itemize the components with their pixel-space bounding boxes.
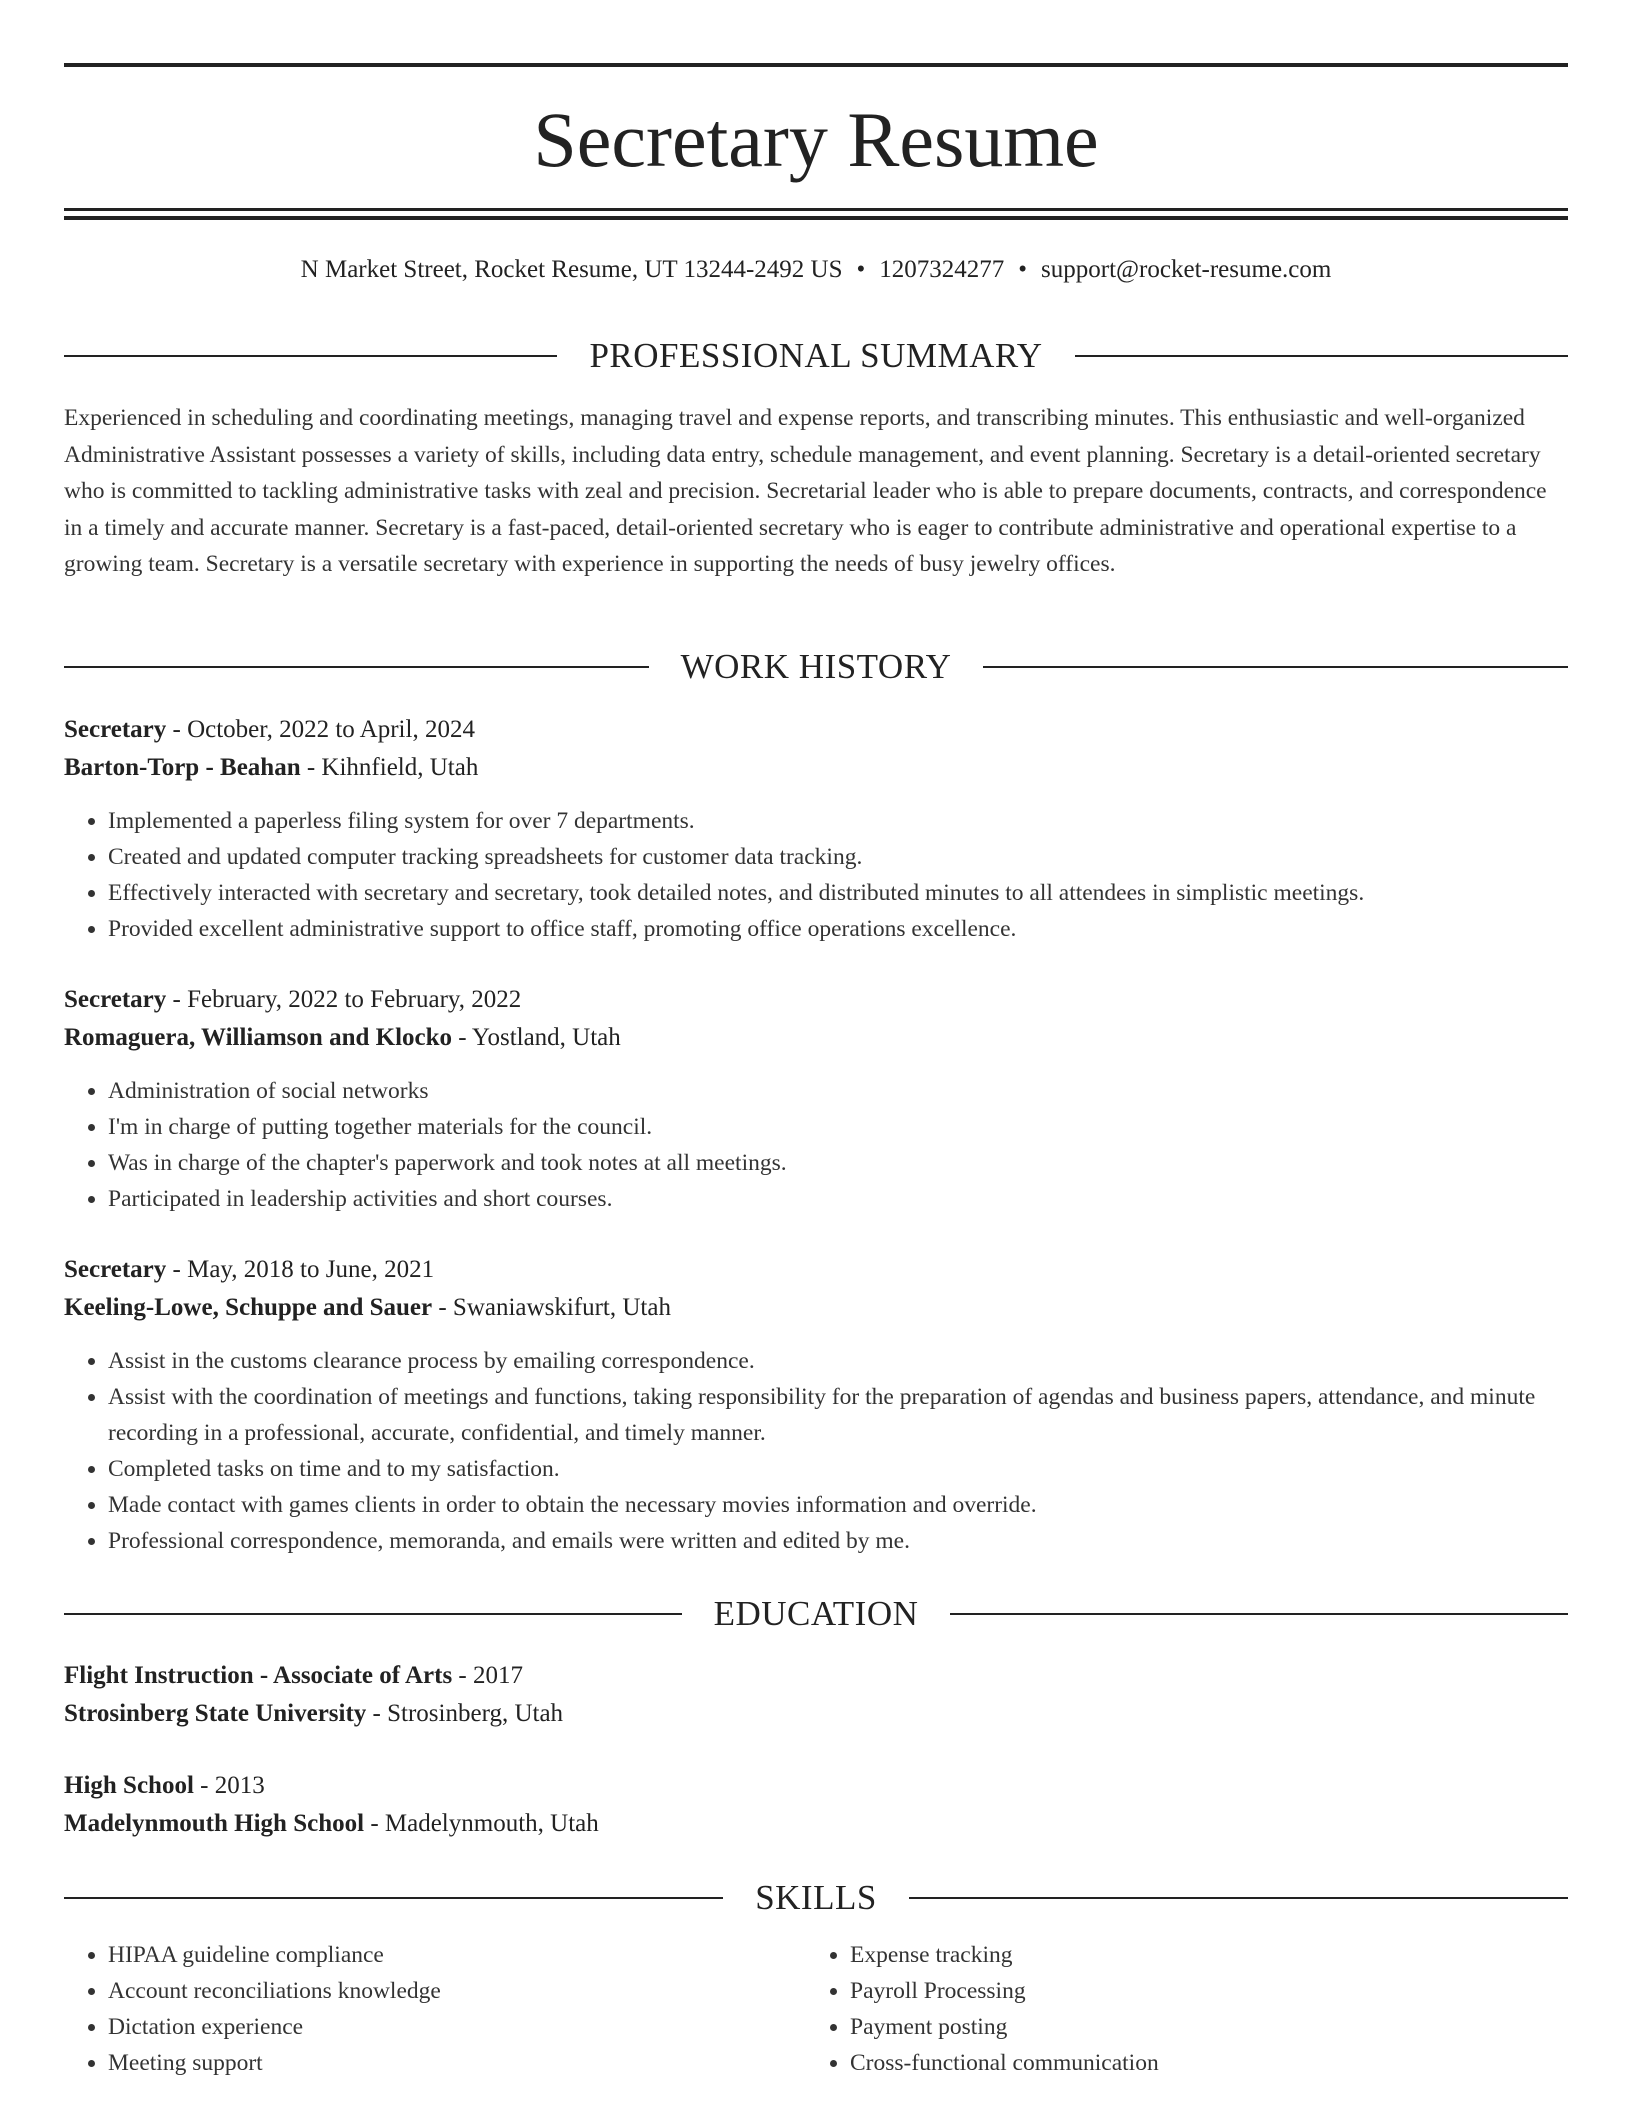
contact-line bbox=[64, 254, 1568, 286]
education-entry bbox=[64, 1657, 1568, 1733]
education-school: Madelynmouth High School bbox=[64, 1810, 365, 1837]
skills-list bbox=[64, 1937, 764, 2081]
job-company: Keeling-Lowe, Schuppe and Sauer bbox=[64, 1294, 433, 1321]
job-role: Secretary bbox=[64, 716, 167, 743]
education-year: - 2017 bbox=[452, 1662, 523, 1689]
section-rule bbox=[909, 1897, 1568, 1899]
section-rule bbox=[64, 355, 557, 357]
job-bullets bbox=[64, 803, 1568, 947]
job-role: Secretary bbox=[64, 1256, 167, 1283]
job-location: - Yostland, Utah bbox=[452, 1024, 621, 1051]
education-school: Strosinberg State University bbox=[64, 1700, 367, 1727]
skills-column-left bbox=[64, 1937, 764, 2081]
list-item: • Was in charge of the chapter's paperwork and took notes at all meetings. bbox=[108, 1145, 1568, 1181]
education-school-line bbox=[64, 1695, 1568, 1733]
contact-phone: 1207324277 bbox=[879, 256, 1005, 283]
skill-item: • Meeting support bbox=[108, 2045, 764, 2081]
section-title: WORK HISTORY bbox=[680, 647, 952, 686]
list-item: • Assist in the customs clearance process by emailing correspondence. bbox=[108, 1343, 1568, 1379]
list-item: • Assist with the coordination of meetings and functions, taking responsibility for the preparation of agendas and business papers, attendance, and minute recording in a professional, accurate, confidential, and timely manner. bbox=[108, 1379, 1568, 1451]
contact-separator: • bbox=[1018, 256, 1028, 283]
education-location: - Strosinberg, Utah bbox=[366, 1700, 564, 1727]
list-item: • Implemented a paperless filing system for over 7 departments. bbox=[108, 803, 1568, 839]
skill-item: • Dictation experience bbox=[108, 2009, 764, 2045]
education-location: - Madelynmouth, Utah bbox=[364, 1810, 599, 1837]
job-dates: - May, 2018 to June, 2021 bbox=[166, 1256, 435, 1283]
job-title-line bbox=[64, 1251, 1568, 1289]
skills-list bbox=[806, 1937, 1506, 2081]
education-degree-line bbox=[64, 1767, 1568, 1805]
skill-item: • HIPAA guideline compliance bbox=[108, 1937, 764, 1973]
education-degree-line bbox=[64, 1657, 1568, 1695]
job-company-line bbox=[64, 749, 1568, 787]
section-header-skills bbox=[64, 1878, 1568, 1918]
page-title: Secretary Resume bbox=[533, 96, 1099, 183]
skill-item: • Expense tracking bbox=[850, 1937, 1506, 1973]
skill-item: • Payment posting bbox=[850, 2009, 1506, 2045]
contact-separator: • bbox=[856, 256, 866, 283]
list-item: • Provided excellent administrative support to office staff, promoting office operations excellence. bbox=[108, 911, 1568, 947]
education-year: - 2013 bbox=[193, 1772, 265, 1799]
job-location: - Swaniawskifurt, Utah bbox=[432, 1294, 671, 1321]
skill-item: • Payroll Processing bbox=[850, 1973, 1506, 2009]
job-company-line bbox=[64, 1289, 1568, 1327]
contact-email: support@rocket-resume.com bbox=[1041, 256, 1332, 283]
section-title: EDUCATION bbox=[713, 1594, 919, 1633]
job-location: - Kihnfield, Utah bbox=[300, 754, 479, 781]
section-title: SKILLS bbox=[755, 1878, 877, 1917]
education-entry bbox=[64, 1767, 1568, 1843]
section-header-summary bbox=[64, 336, 1568, 376]
list-item: • Participated in leadership activities and short courses. bbox=[108, 1181, 1568, 1217]
skill-item: • Account reconciliations knowledge bbox=[108, 1973, 764, 2009]
list-item: • Professional correspondence, memoranda, and emails were written and edited by me. bbox=[108, 1523, 1568, 1559]
contact-address: N Market Street, Rocket Resume, UT 13244-2492 US bbox=[300, 256, 843, 283]
section-rule bbox=[983, 666, 1568, 668]
education-degree: Flight Instruction - Associate of Arts bbox=[64, 1662, 453, 1689]
job-title-line bbox=[64, 981, 1568, 1019]
list-item: • Effectively interacted with secretary and secretary, took detailed notes, and distributed minutes to all attendees in simplistic meetings. bbox=[108, 875, 1568, 911]
section-header-work bbox=[64, 647, 1568, 687]
job-company: Romaguera, Williamson and Klocko bbox=[64, 1024, 453, 1051]
section-title: PROFESSIONAL SUMMARY bbox=[589, 336, 1043, 375]
list-item: • Made contact with games clients in order to obtain the necessary movies information and override. bbox=[108, 1487, 1568, 1523]
list-item: • Created and updated computer tracking spreadsheets for customer data tracking. bbox=[108, 839, 1568, 875]
list-item: • Completed tasks on time and to my satisfaction. bbox=[108, 1451, 1568, 1487]
job-company-line bbox=[64, 1019, 1568, 1057]
section-rule bbox=[64, 1613, 682, 1615]
job-dates: - February, 2022 to February, 2022 bbox=[166, 986, 522, 1013]
job-entry bbox=[64, 1251, 1568, 1559]
title-double-rule bbox=[64, 208, 1568, 220]
list-item: • I'm in charge of putting together materials for the council. bbox=[108, 1109, 1568, 1145]
section-rule bbox=[950, 1613, 1568, 1615]
education-school-line bbox=[64, 1805, 1568, 1843]
section-rule bbox=[64, 666, 649, 668]
job-role: Secretary bbox=[64, 986, 167, 1013]
list-item: • Administration of social networks bbox=[108, 1073, 1568, 1109]
skill-item: • Cross-functional communication bbox=[850, 2045, 1506, 2081]
section-rule bbox=[1075, 355, 1568, 357]
section-rule bbox=[64, 1897, 723, 1899]
job-entry bbox=[64, 711, 1568, 947]
section-header-education bbox=[64, 1594, 1568, 1634]
job-bullets bbox=[64, 1343, 1568, 1559]
job-bullets bbox=[64, 1073, 1568, 1217]
skills-column-right bbox=[806, 1937, 1506, 2081]
job-title-line bbox=[64, 711, 1568, 749]
top-rule bbox=[64, 63, 1568, 67]
job-dates: - October, 2022 to April, 2024 bbox=[166, 716, 475, 743]
job-company: Barton-Torp - Beahan bbox=[64, 754, 301, 781]
education-degree: High School bbox=[64, 1772, 194, 1799]
summary-text: Experienced in scheduling and coordinating meetings, managing travel and expense reports, and transcribing minutes. This enthusiastic and well-organized Administrative Assistant possesses a variety of skills, including data entry, schedule management, and event planning. Secretary is a detail-oriented secretary who is committed to tackling administrative tasks with zeal and precision. Secretarial leader who is able to prepare documents, contracts, and correspondence in a timely and accurate manner. Secretary is a fast-paced, detail-oriented secretary who is eager to contribute administrative and operational expertise to a growing team. Secretary is a versatile secretary with experience in supporting the needs of busy jewelry offices. bbox=[64, 405, 1547, 577]
job-entry bbox=[64, 981, 1568, 1217]
